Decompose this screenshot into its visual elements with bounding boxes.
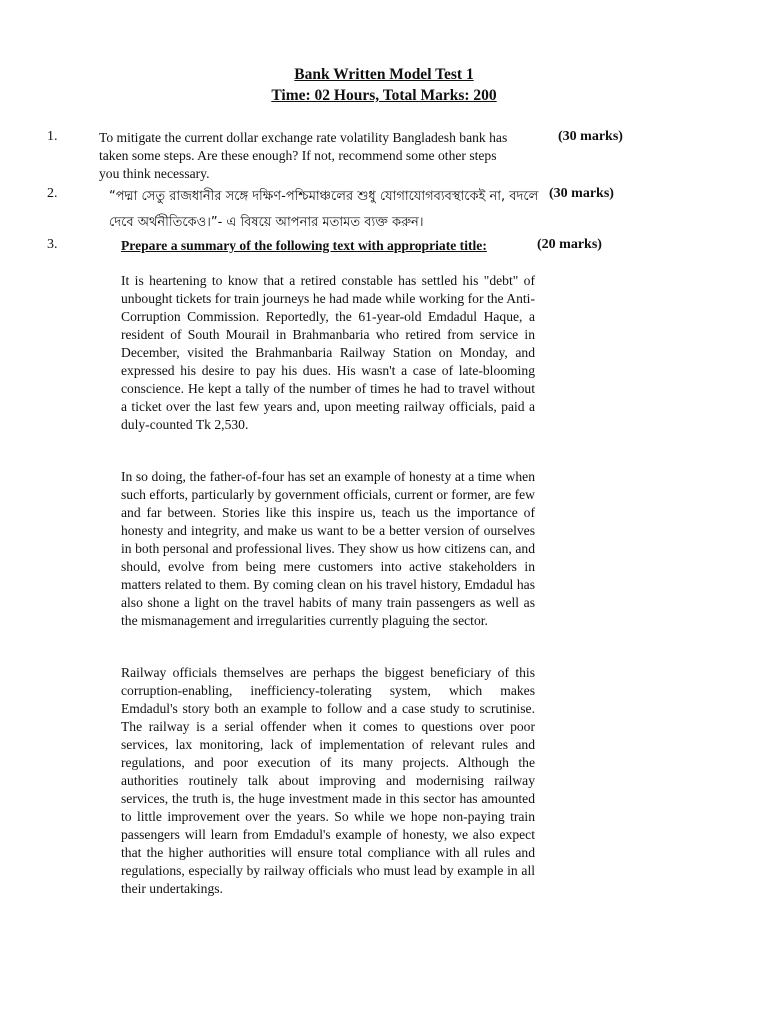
document-title: Bank Written Model Test 1: [294, 66, 474, 83]
document-subtitle: Time: 02 Hours, Total Marks: 200: [271, 87, 497, 104]
question-2-line-1: “পদ্মা সেতু রাজধানীর সঙ্গে দক্ষিণ-পশ্চিমাঞ্চলের শুধু যোগাযোগব্যবস্থাকেই না, বদলে: [109, 189, 539, 204]
question-1-line-2: taken some steps. Are these enough? If not, recommend some other steps: [99, 148, 497, 163]
question-1-number: 1.: [47, 129, 58, 144]
summary-paragraph-1: It is heartening to know that a retired constable has settled his "debt" of unbought tickets for train journeys he had made while working for the Anti-Corruption Commission. Reportedly, the 61-year-old Emdadul Haque, a resident of South Mourail in Brahmanbaria who retired from service in December, visited the Brahmanbaria Railway Station on Monday, and expressed his desire to pay his dues. His wasn't a case of late-blooming conscience. He kept a tally of the number of times he had to travel without a ticket over the last few years and, upon meeting railway officials, paid a duly-counted Tk 2,530.: [121, 273, 535, 432]
question-3-heading: Prepare a summary of the following text with appropriate title:: [121, 238, 487, 253]
question-3-marks: (20 marks): [537, 237, 602, 252]
summary-paragraph-2: In so doing, the father-of-four has set an example of honesty at a time when such efforts, particularly by government officials, current or former, are few and far between. Stories like this inspire us, teach us the importance of honesty and integrity, and make us want to be a better version of ourselves in both personal and professional lives. They show us how citizens can, and should, evolve from being mere customers into active stakeholders in matters related to them. By coming clean on his travel history, Emdadul has also shone a light on the travel habits of many train passengers as well as the mismanagement and irregularities currently plaguing the sector.: [121, 469, 535, 628]
question-3-heading-row: [121, 237, 487, 255]
question-2-line-2: দেবে অর্থনীতিকেও।”- এ বিষয়ে আপনার মতামত ব্যক্ত করুন।: [109, 215, 424, 230]
question-2-marks: (30 marks): [549, 186, 614, 201]
question-1-marks: (30 marks): [558, 129, 623, 144]
summary-paragraph-3: Railway officials themselves are perhaps the biggest beneficiary of this corruption-enabling, inefficiency-tolerating system, which makes Emdadul's story both an example to follow and a case study to scrutinise. The railway is a serial offender when it comes to questions over poor services, lax monitoring, lack of implementation of relevant rules and regulations, and poor execution of its many projects. Although the authorities routinely talk about improving and modernising railway services, the truth is, the huge investment made in this sector has amounted to little improvement over the years. So while we hope non-paying train passengers will learn from Emdadul's example of honesty, we also expect that the higher authorities will ensure total compliance with all rules and regulations, especially by railway officials who must lead by example in all their undertakings.: [121, 665, 535, 896]
question-1-line-3: you think necessary.: [99, 166, 210, 181]
question-2-text: [99, 184, 538, 236]
question-2-number: 2.: [47, 186, 58, 201]
question-3-number: 3.: [47, 237, 58, 252]
question-1-line-1: To mitigate the current dollar exchange rate volatility Bangladesh bank has: [99, 130, 508, 145]
question-1-text: [99, 129, 507, 183]
